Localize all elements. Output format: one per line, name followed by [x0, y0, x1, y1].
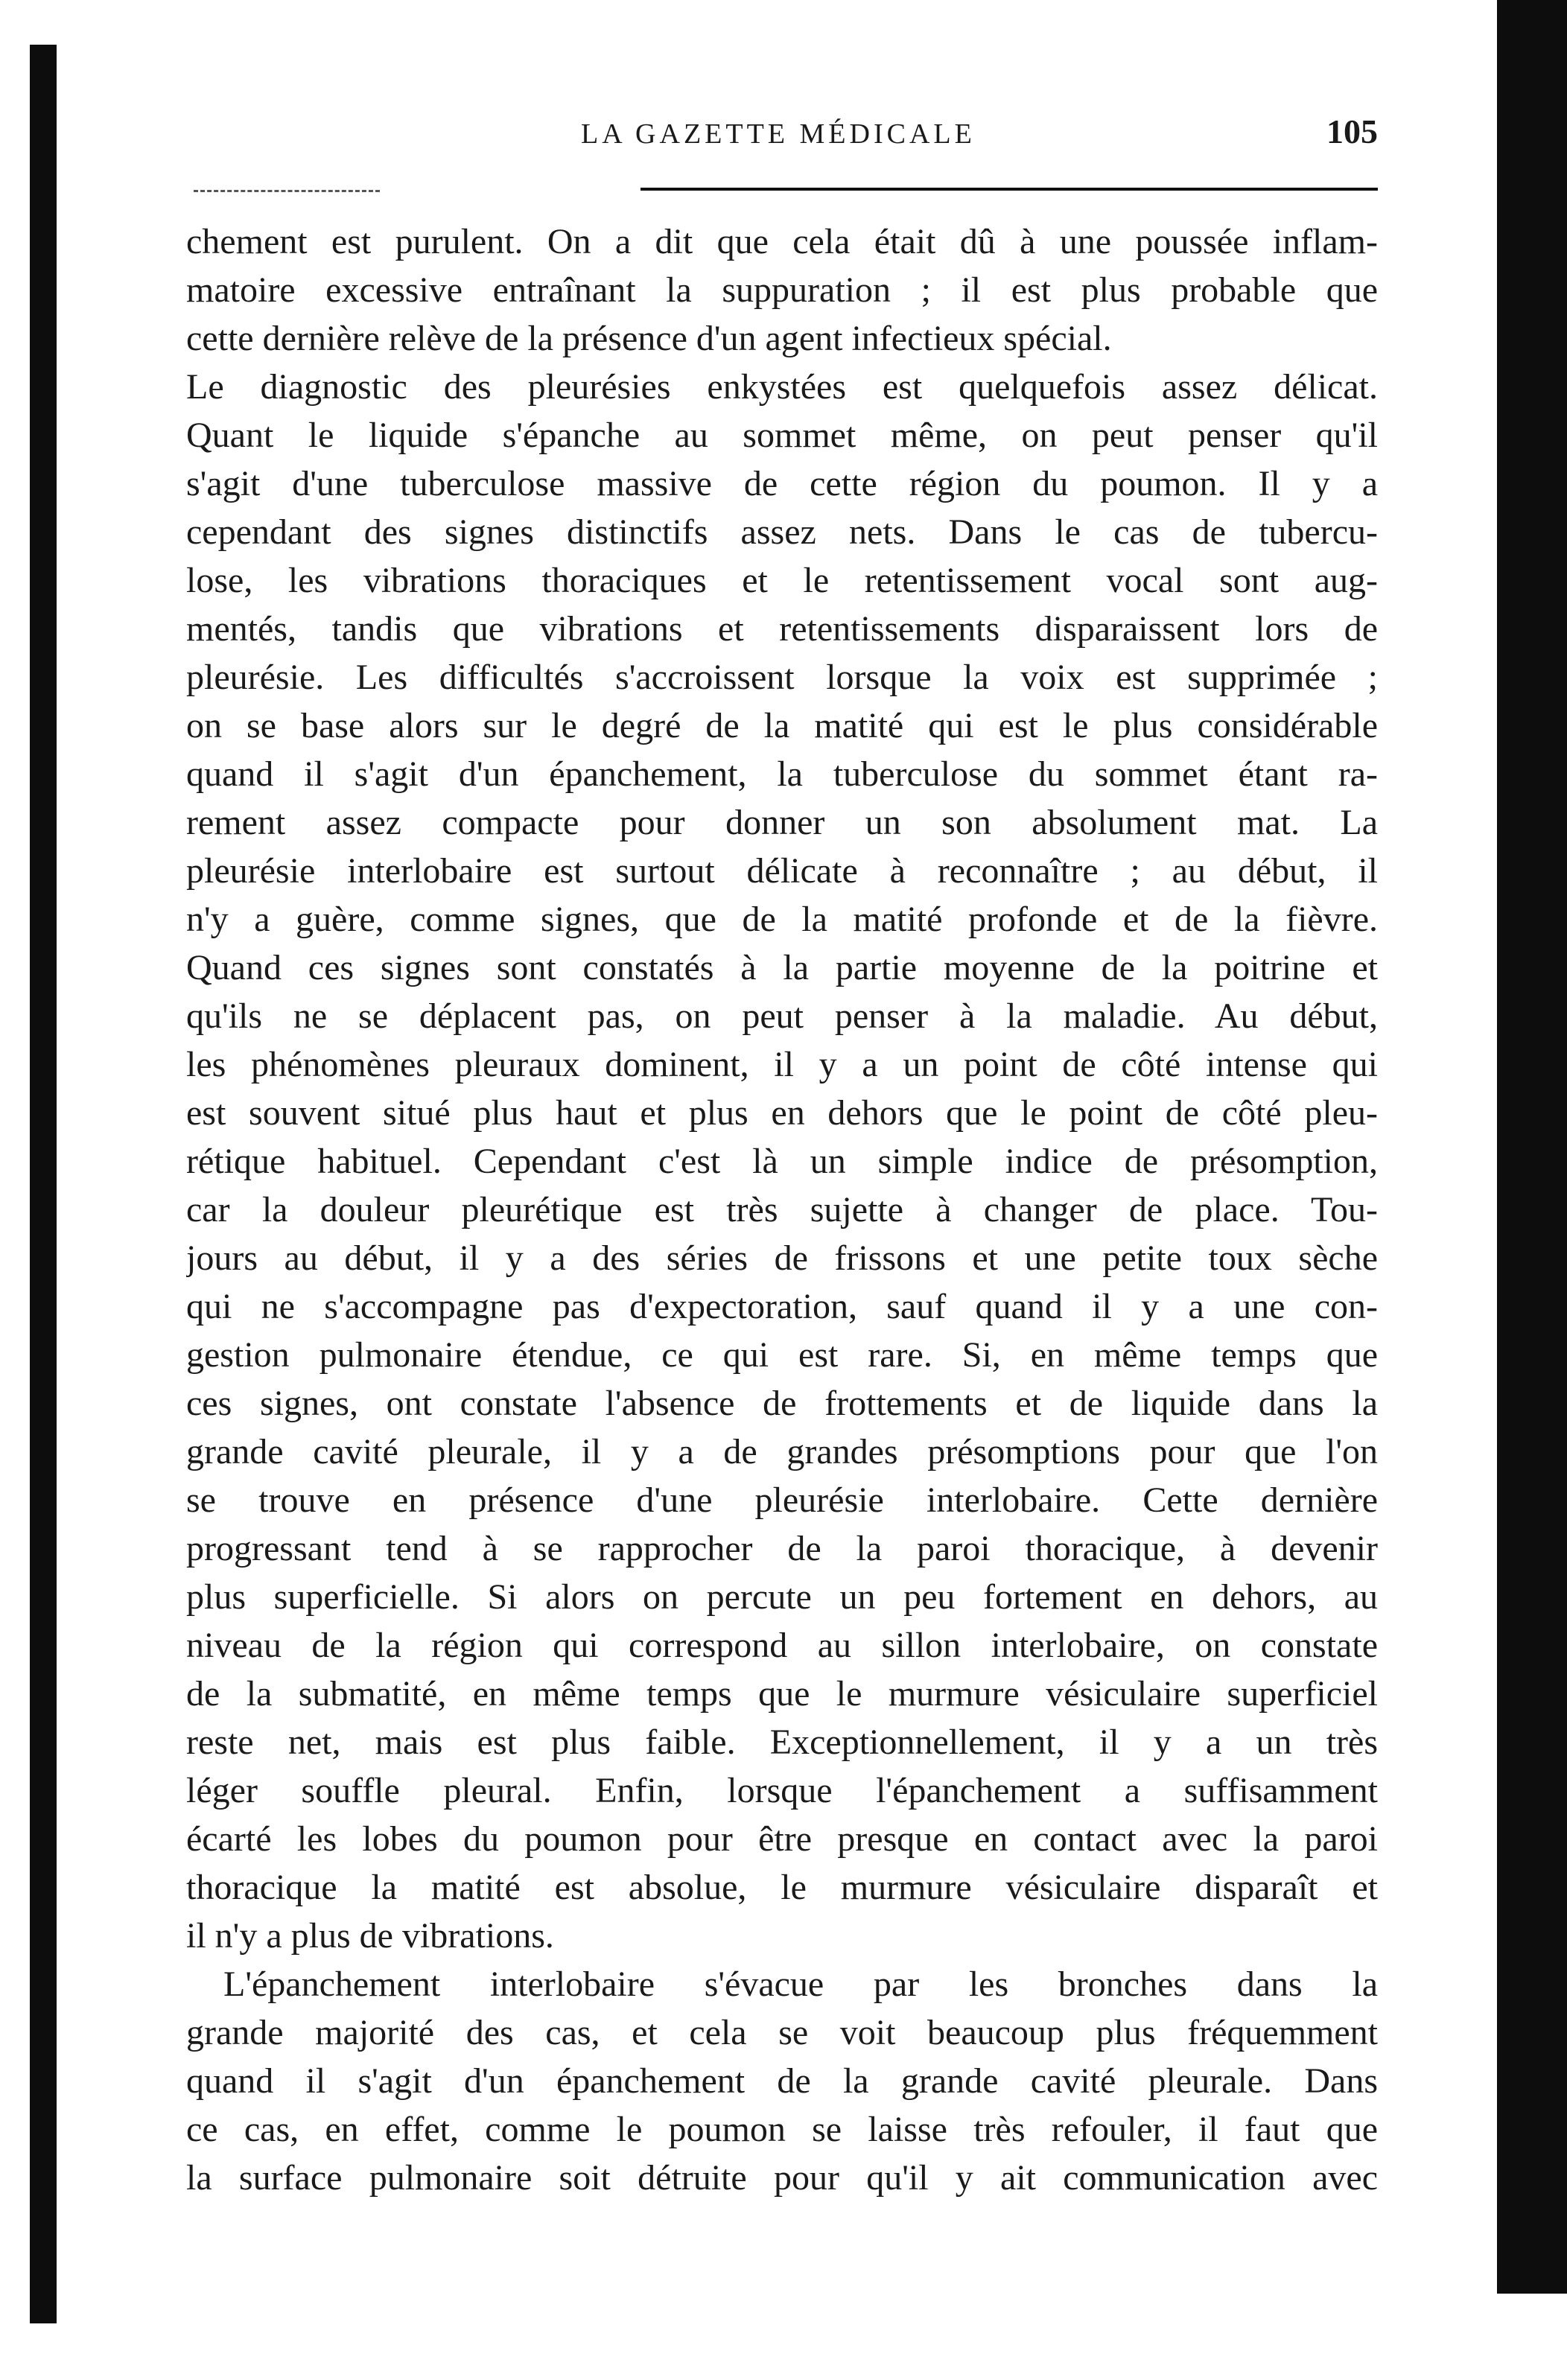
page-header [194, 112, 1378, 164]
text-line: chement est purulent. On a dit que cela était dû à une poussée inflam- [186, 222, 1378, 261]
text-line: de la submatité, en même temps que le murmure vésiculaire superficiel [186, 1674, 1378, 1714]
text-line: lose, les vibrations thoraciques et le retentissement vocal sont aug- [186, 561, 1378, 600]
text-line: grande majorité des cas, et cela se voit beaucoup plus fréquemment [186, 2013, 1378, 2052]
text-line: on se base alors sur le degré de la matité qui est le plus considérable [186, 706, 1378, 745]
text-line: la surface pulmonaire soit détruite pour qu'il y ait communication avec [186, 2158, 1378, 2198]
text-line: Quant le liquide s'épanche au sommet même, on peut penser qu'il [186, 416, 1378, 455]
text-line: rétique habituel. Cependant c'est là un simple indice de présomption, [186, 1142, 1378, 1181]
scan-right-edge [1497, 0, 1567, 2294]
text-line: les phénomènes pleuraux dominent, il y a un point de côté intense qui [186, 1045, 1378, 1084]
text-line: ces signes, ont constate l'absence de frottements et de liquide dans la [186, 1384, 1378, 1423]
text-line: ce cas, en effet, comme le poumon se laisse très refouler, il faut que [186, 2110, 1378, 2149]
text-line: quand il s'agit d'un épanchement de la grande cavité pleurale. Dans [186, 2061, 1378, 2101]
text-line: jours au début, il y a des séries de frissons et une petite toux sèche [186, 1238, 1378, 1278]
text-line: écarté les lobes du poumon pour être presque en contact avec la paroi [186, 1819, 1378, 1859]
text-line: car la douleur pleurétique est très sujette à changer de place. Tou- [186, 1190, 1378, 1229]
text-line: progressant tend à se rapprocher de la paroi thoracique, à devenir [186, 1529, 1378, 1568]
text-line: léger souffle pleural. Enfin, lorsque l'épanchement a suffisamment [186, 1771, 1378, 1810]
text-line: qu'ils ne se déplacent pas, on peut penser à la maladie. Au début, [186, 996, 1378, 1036]
text-line: matoire excessive entraînant la suppuration ; il est plus probable que [186, 270, 1378, 310]
text-line: mentés, tandis que vibrations et retentissements disparaissent lors de [186, 609, 1378, 649]
text-line: cette dernière relève de la présence d'un agent infectieux spécial. [186, 319, 1112, 358]
text-line: gestion pulmonaire étendue, ce qui est rare. Si, en même temps que [186, 1335, 1378, 1375]
text-line: plus superficielle. Si alors on percute un peu fortement en dehors, au [186, 1577, 1378, 1617]
scan-left-edge [30, 45, 57, 2323]
header-rule-short [194, 190, 380, 192]
text-line: reste net, mais est plus faible. Exceptionnellement, il y a un très [186, 1722, 1378, 1762]
text-line: s'agit d'une tuberculose massive de cette région du poumon. Il y a [186, 464, 1378, 503]
text-line: Quand ces signes sont constatés à la partie moyenne de la poitrine et [186, 948, 1378, 987]
text-line: rement assez compacte pour donner un son absolument mat. La [186, 803, 1378, 842]
text-line: L'épanchement interlobaire s'évacue par les bronches dans la [223, 1964, 1378, 2004]
text-line: niveau de la région qui correspond au sillon interlobaire, on constate [186, 1626, 1378, 1665]
page-body [186, 217, 1378, 2202]
text-line: quand il s'agit d'un épanchement, la tuberculose du sommet étant ra- [186, 754, 1378, 794]
text-line: il n'y a plus de vibrations. [186, 1916, 554, 1956]
text-line: se trouve en présence d'une pleurésie interlobaire. Cette dernière [186, 1480, 1378, 1520]
text-line: pleurésie. Les difficultés s'accroissent lorsque la voix est supprimée ; [186, 658, 1378, 697]
running-title: LA GAZETTE MÉDICALE [581, 118, 976, 150]
text-line: pleurésie interlobaire est surtout délicate à reconnaître ; au début, il [186, 851, 1378, 891]
text-line: est souvent situé plus haut et plus en dehors que le point de côté pleu- [186, 1093, 1378, 1133]
text-line: qui ne s'accompagne pas d'expectoration, sauf quand il y a une con- [186, 1287, 1378, 1326]
header-rule-long [641, 188, 1378, 191]
page-number: 105 [1326, 112, 1378, 150]
text-line: thoracique la matité est absolue, le murmure vésiculaire disparaît et [186, 1868, 1378, 1907]
text-line: n'y a guère, comme signes, que de la matité profonde et de la fièvre. [186, 900, 1378, 939]
text-line: Le diagnostic des pleurésies enkystées est quelquefois assez délicat. [186, 367, 1378, 407]
text-line: cependant des signes distinctifs assez nets. Dans le cas de tubercu- [186, 512, 1378, 552]
text-line: grande cavité pleurale, il y a de grandes présomptions pour que l'on [186, 1432, 1378, 1471]
